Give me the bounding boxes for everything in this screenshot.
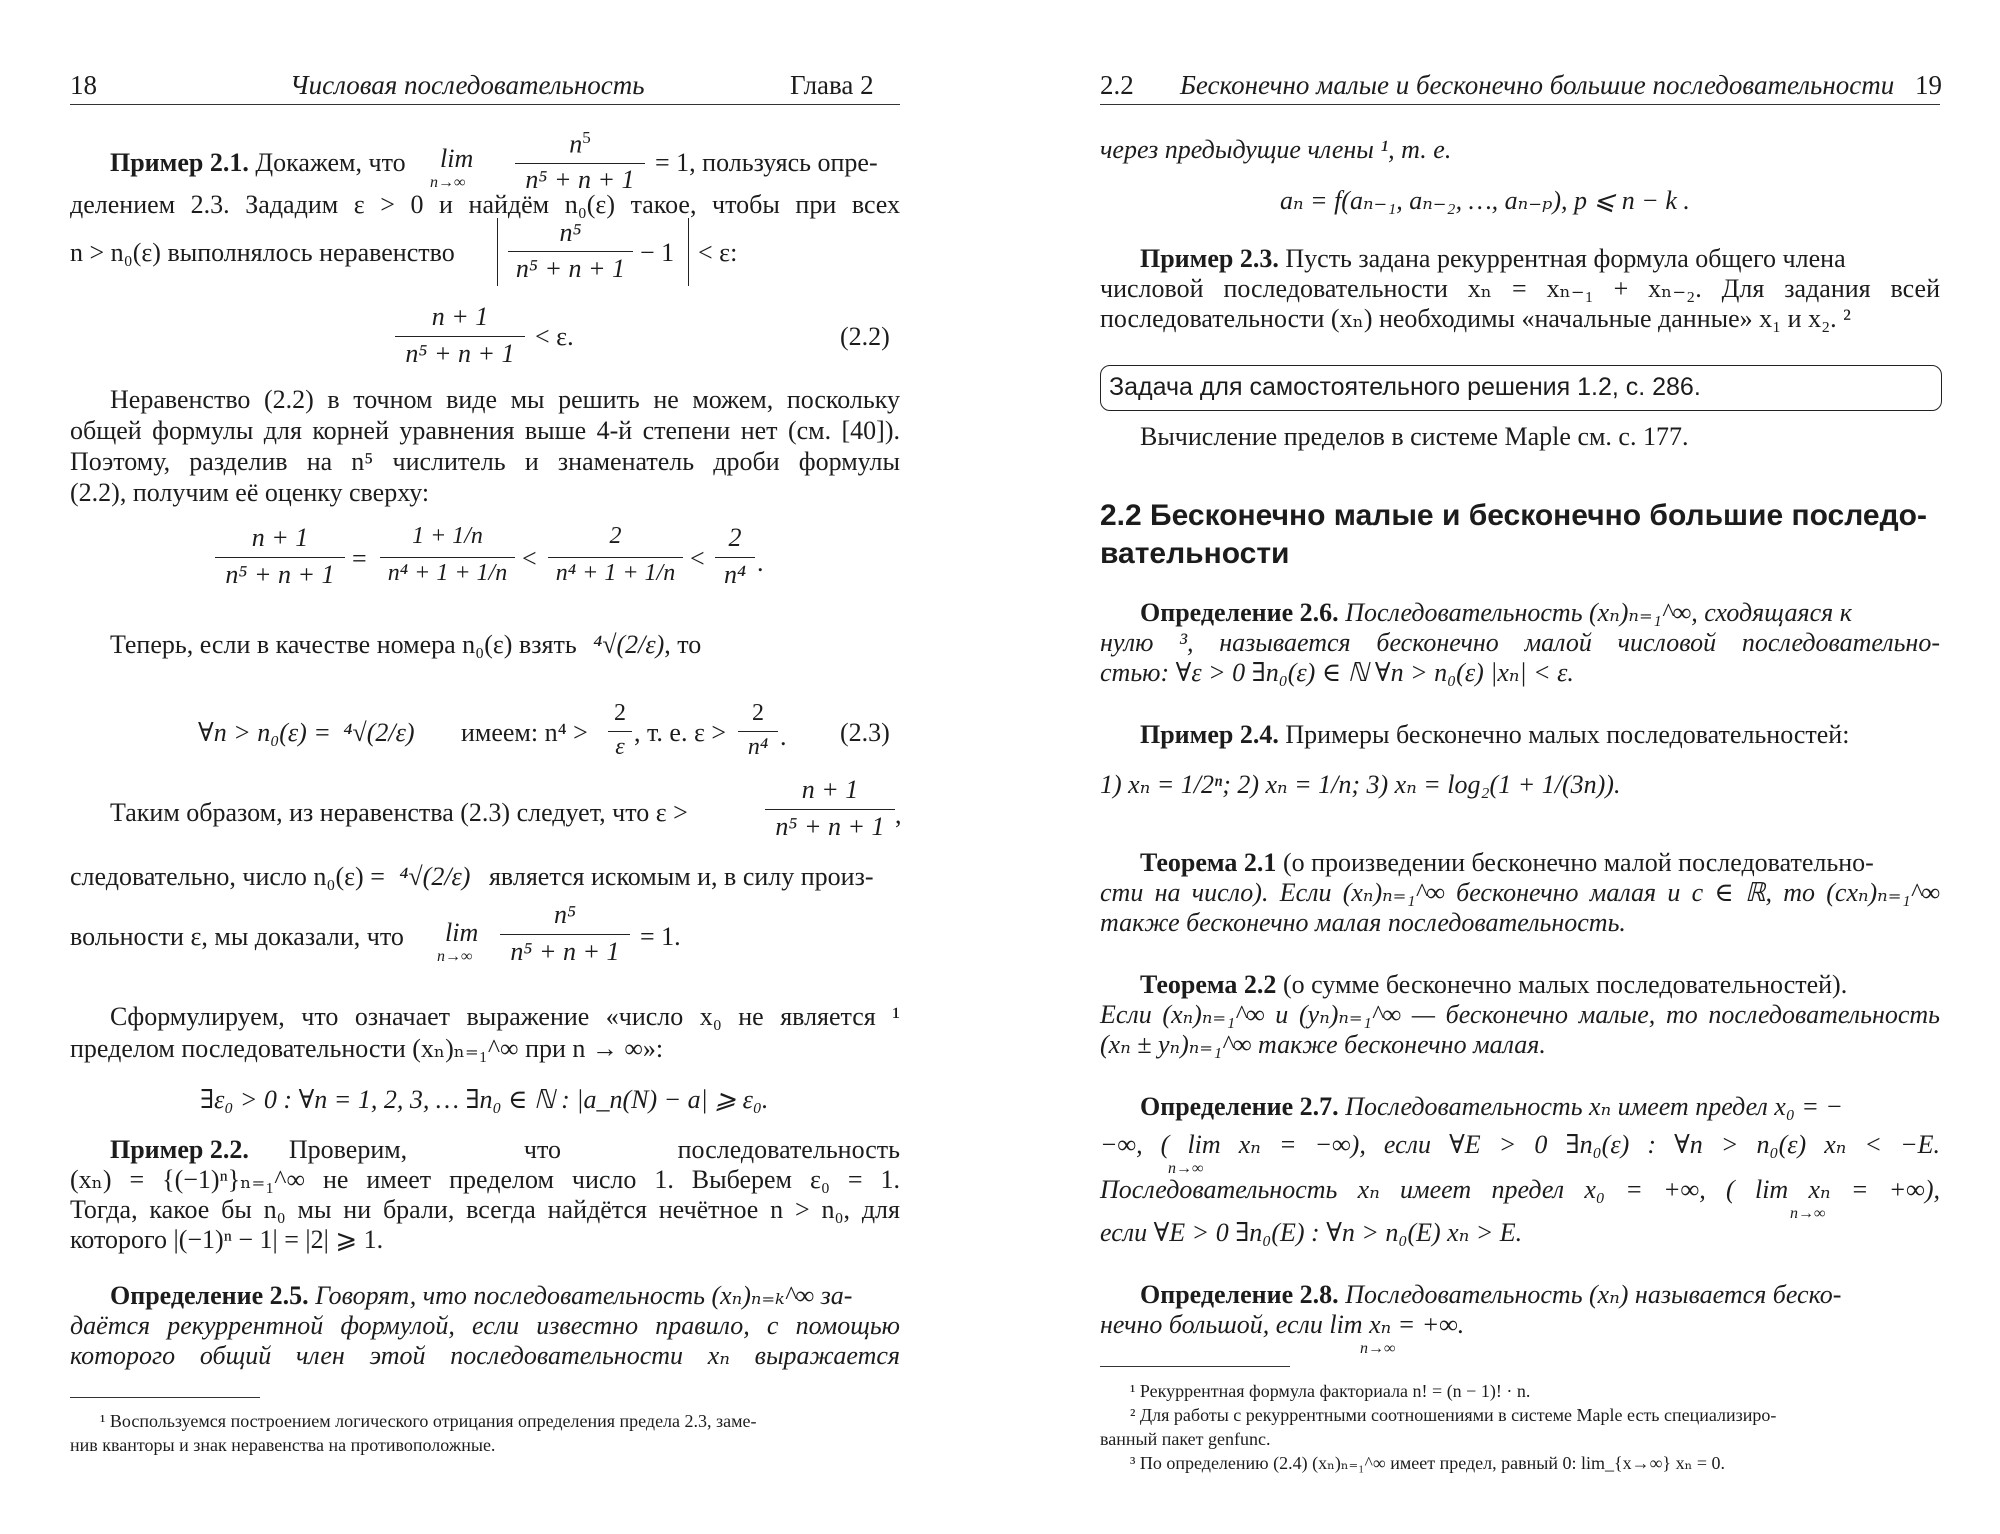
lim-subscript: n→∞ — [430, 174, 466, 191]
theorem-2-1-line-1: Теорема 2.1 (о произведении бесконечно малой последовательно- — [1140, 848, 1874, 877]
theorem-label: Теорема 2.2 — [1140, 970, 1277, 999]
vol-num: n⁵ — [553, 900, 577, 929]
abs-fraction-num: n⁵ — [559, 218, 582, 247]
est-f2-num: 1 + 1/n — [412, 523, 483, 549]
example-2-4-line-1: Пример 2.4. Примеры бесконечно малых последовательностей: — [1140, 720, 1850, 749]
maple-line: Вычисление пределов в системе Maple см. с. 177. — [1140, 422, 1689, 451]
eq23-end: . — [780, 722, 787, 751]
example-2-4-line-2: 1) xₙ = 1/2ⁿ; 2) xₙ = 1/n; 3) xₙ = log₂(1 + 1/(3n)). — [1100, 770, 1621, 799]
example-label: Пример 2.3. — [1140, 244, 1279, 273]
footnote-rule — [70, 1397, 260, 1398]
est-f1-bar — [215, 557, 345, 558]
abs-fraction-den: n⁵ + n + 1 — [515, 254, 626, 283]
root-expression: ⁴√(2/ε) — [593, 630, 665, 659]
section-heading-line-1: 2.2 Бесконечно малые и бесконечно большие последо- — [1100, 499, 1927, 532]
task-box — [1100, 365, 1942, 411]
example-2-2-line-4: которого |(−1)ⁿ − 1| = |2| ⩾ 1. — [70, 1225, 384, 1254]
theorem-2-2-line-1: Теорема 2.2 (о сумме бесконечно малых последовательностей). — [1140, 970, 1848, 999]
est-f3-den: n⁴ + 1 + 1/n — [555, 560, 676, 586]
example-2-3-line-1: Пример 2.3. Пусть задана рекуррентная формула общего члена — [1140, 244, 1846, 273]
chapter-label: Глава 2 — [790, 70, 874, 100]
vol-lim-sub: n→∞ — [437, 948, 473, 965]
vol-bar — [500, 934, 630, 935]
para-line-3: Поэтому, разделив на n⁵ числитель и знаменатель дроби формулы — [70, 447, 900, 476]
example-2-3-line-3: последовательности (xₙ) необходимы «начальные данные» x₁ и x₂. ² — [1100, 304, 1851, 333]
fraction-bar — [515, 163, 645, 164]
est-f1-num: n + 1 — [251, 523, 309, 552]
fraction-denominator: n⁵ + n + 1 — [525, 165, 635, 194]
definition-label: Определение 2.8. — [1140, 1280, 1339, 1309]
vol-den: n⁵ + n + 1 — [510, 937, 620, 966]
lim-subscript: n→∞ — [1168, 1160, 1204, 1177]
thus-line: Таким образом, из неравенства (2.3) следует, что ε > — [110, 798, 688, 827]
abs-end: < ε: — [698, 238, 738, 267]
est-f3-bar — [548, 557, 683, 558]
footnote-rule — [1100, 1366, 1290, 1367]
footnote-1: ¹ Рекуррентная формула факториала n! = (n − 1)! · n. — [1130, 1381, 1531, 1401]
page-number: 19 — [1915, 70, 1942, 100]
thus-num: n + 1 — [801, 775, 859, 804]
eq22-rhs: < ε. — [535, 322, 574, 351]
definition-label: Определение 2.5. — [110, 1281, 309, 1310]
example-2-2-line-2: (xₙ) = {(−1)ⁿ}ₙ₌₁^∞ не имеет пределом число 1. Выберем ε₀ = 1. — [70, 1165, 900, 1194]
section-heading-line-2: вательности — [1100, 537, 1290, 570]
definition-2-6-line-1: Определение 2.6. Последовательность (xₙ)ₙ₌₁^∞, сходящаяся к — [1140, 598, 1852, 627]
example-2-3-line-2: числовой последовательности xₙ = xₙ₋₁ + xₙ₋₂. Для задания всей — [1100, 274, 1940, 303]
definition-2-6-line-2: нулю ³, называется бесконечно малой числовой последовательно- — [1100, 628, 1940, 657]
task-box-text: Задача для самостоятельного решения 1.2, с. 286. — [1109, 373, 1701, 401]
eq23-frac2-num: 2 — [752, 700, 764, 726]
vol-end: = 1. — [640, 922, 681, 951]
eq23-frac1-den: ε — [615, 734, 625, 760]
est-f4-den: n⁴ — [723, 560, 747, 589]
example-2-1-line-2: делением 2.3. Зададим ε > 0 и найдём n₀(ε) такое, чтобы при всех — [70, 190, 900, 219]
abs-fraction-bar — [508, 251, 633, 252]
footnote-line-1: ¹ Воспользуемся построением логического отрицания определения предела 2.3, заме- — [100, 1411, 757, 1431]
example-label: Пример 2.1. — [110, 148, 249, 177]
continuation-line: через предыдущие члены ¹, т. е. — [1100, 135, 1452, 164]
example-2-1-tail: = 1, пользуясь опре- — [655, 148, 878, 177]
definition-2-7-line-1: Определение 2.7. Последовательность xₙ имеет предел x₀ = − — [1140, 1092, 1843, 1121]
example-label: Пример 2.4. — [1140, 720, 1279, 749]
lim-expression: lim — [440, 144, 474, 173]
definition-2-7-line-2: −∞, ( lim xₙ = −∞), если ∀E > 0 ∃n₀(ε) : ∀n > n₀(ε) xₙ < −E. — [1100, 1130, 1940, 1159]
section-heading — [1100, 497, 1940, 573]
definition-2-5-line-2: даётся рекуррентной формулой, если известно правило, с помощью — [70, 1311, 900, 1340]
footnote-line-2: нив кванторы и знак неравенства на противоположные. — [70, 1435, 496, 1455]
eq23-mid2: , т. е. ε > — [634, 718, 727, 747]
est-f4-bar — [715, 557, 755, 558]
theorem-2-2-line-3: (xₙ ± yₙ)ₙ₌₁^∞ также бесконечно малая. — [1100, 1030, 1546, 1059]
eq23-frac2-den: n⁴ — [747, 734, 769, 760]
para-line-2: общей формулы для корней уравнения выше 4-й степени нет (см. [40]). — [70, 416, 900, 445]
page-number: 18 — [70, 70, 97, 100]
example-2-1-line-1: Пример 2.1. Докажем, что — [110, 148, 406, 177]
eq22-tag: (2.2) — [840, 322, 890, 351]
para-line-1: Неравенство (2.2) в точном виде мы решить не можем, поскольку — [110, 385, 900, 414]
section-number: 2.2 — [1100, 70, 1134, 100]
definition-2-5-line-3: которого общий член этой последовательности xₙ выражается — [70, 1341, 900, 1370]
est-f2-bar — [380, 557, 515, 558]
definition-2-8-line-2: нечно большой, если lim xₙ = +∞. — [1100, 1310, 1465, 1339]
eq22-denominator: n⁵ + n + 1 — [405, 339, 515, 368]
running-title: Числовая последовательность — [290, 70, 645, 100]
para-line-4: (2.2), получим её оценку сверху: — [70, 478, 430, 507]
theorem-2-1-line-3: также бесконечно малая последовательность. — [1100, 908, 1626, 937]
eq23: ∀n > n₀(ε) = ⁴√(2/ε) имеем: n⁴ > — [198, 718, 588, 747]
header-rule — [70, 104, 900, 105]
now-line: Теперь, если в качестве номера n₀(ε) взять ⁴√(2/ε), то — [110, 630, 702, 659]
thus-bar — [765, 809, 895, 810]
definition-label: Определение 2.6. — [1140, 598, 1339, 627]
eq22-bar — [395, 336, 525, 337]
formulate-line-2: пределом последовательности (xₙ)ₙ₌₁^∞ при n → ∞»: — [70, 1034, 664, 1063]
est-f4-num: 2 — [728, 523, 742, 552]
eq23-frac1-bar — [608, 731, 632, 732]
definition-2-5-line-1: Определение 2.5. Говорят, что последовательность (xₙ)ₙ₌ₖ^∞ за- — [110, 1281, 853, 1310]
right-page — [1000, 0, 2000, 1534]
footnote-3: ³ По определению (2.4) (xₙ)ₙ₌₁^∞ имеет предел, равный 0: lim_{x→∞} xₙ = 0. — [1130, 1453, 1726, 1473]
vol-line: вольности ε, мы доказали, что — [70, 922, 404, 951]
abs-minus-one: − 1 — [640, 238, 675, 267]
vol-lim: lim — [445, 918, 479, 947]
lim-subscript: n→∞ — [1360, 1340, 1396, 1357]
est-f1-den: n⁵ + n + 1 — [225, 560, 335, 589]
abs-bar-right — [688, 218, 689, 286]
footnote-2-line-1: ² Для работы с рекуррентными соотношениями в системе Maple есть специализиро- — [1130, 1405, 1777, 1425]
fraction-numerator: $n^5$ — [569, 128, 591, 159]
recurrence-formula: aₙ = f(aₙ₋₁, aₙ₋₂, …, aₙ₋ₚ), p ⩽ n − k . — [1280, 186, 1690, 215]
est-dot: . — [757, 548, 764, 577]
abs-bar-left — [497, 218, 498, 286]
example-2-2-line-1: Пример 2.2. Проверим, что последовательность — [110, 1135, 900, 1164]
est-lt-2: < — [690, 544, 705, 573]
lim-subscript: n→∞ — [1790, 1205, 1826, 1222]
negation-formula: ∃ε₀ > 0 : ∀n = 1, 2, 3, … ∃n₀ ∈ ℕ : |a_n(N) − a| ⩾ ε₀. — [200, 1085, 769, 1114]
est-f2-den: n⁴ + 1 + 1/n — [387, 560, 508, 586]
definition-label: Определение 2.7. — [1140, 1092, 1339, 1121]
definition-2-7-line-3: Последовательность xₙ имеет предел x₀ = +∞, ( lim xₙ = +∞), — [1100, 1175, 1940, 1204]
hence-line: следовательно, число n₀(ε) = ⁴√(2/ε) является искомым и, в силу произ- — [70, 862, 874, 891]
eq22-numerator: n + 1 — [431, 302, 489, 331]
est-lt-1: < — [522, 544, 537, 573]
eq23-tag: (2.3) — [840, 718, 890, 747]
theorem-2-2-line-2: Если (xₙ)ₙ₌₁^∞ и (yₙ)ₙ₌₁^∞ — бесконечно малые, то последовательность — [1100, 1000, 1940, 1029]
footnote-2-line-2: ванный пакет genfunc. — [1100, 1429, 1271, 1449]
example-label: Пример 2.2. — [110, 1135, 249, 1164]
est-eq: = — [352, 544, 367, 573]
running-title: Бесконечно малые и бесконечно большие последовательности — [1180, 70, 1895, 100]
theorem-2-1-line-2: сти на число). Если (xₙ)ₙ₌₁^∞ бесконечно малая и c ∈ ℝ, то (cxₙ)ₙ₌₁^∞ — [1100, 878, 1940, 907]
example-2-2-line-3: Тогда, какое бы n₀ мы ни брали, всегда найдётся нечётное n > n₀, для — [70, 1195, 900, 1224]
formulate-line-1: Сформулируем, что означает выражение «число x₀ не является ¹ — [110, 1002, 900, 1031]
thus-den: n⁵ + n + 1 — [775, 812, 885, 841]
header-rule — [1100, 104, 1940, 105]
definition-2-6-line-3: стью: ∀ε > 0 ∃n₀(ε) ∈ ℕ ∀n > n₀(ε) |xₙ| < ε. — [1100, 658, 1574, 687]
est-f3-num: 2 — [609, 523, 622, 549]
definition-2-8-line-1: Определение 2.8. Последовательность (xₙ) называется беско- — [1140, 1280, 1842, 1309]
example-2-1-line-3: n > n₀(ε) выполнялось неравенство — [70, 238, 455, 267]
eq23-frac2-bar — [738, 731, 778, 732]
thus-end: , — [895, 800, 902, 829]
definition-2-7-line-4: если ∀E > 0 ∃n₀(E) : ∀n > n₀(E) xₙ > E. — [1100, 1218, 1523, 1247]
eq23-frac1-num: 2 — [614, 700, 626, 726]
theorem-label: Теорема 2.1 — [1140, 848, 1277, 877]
